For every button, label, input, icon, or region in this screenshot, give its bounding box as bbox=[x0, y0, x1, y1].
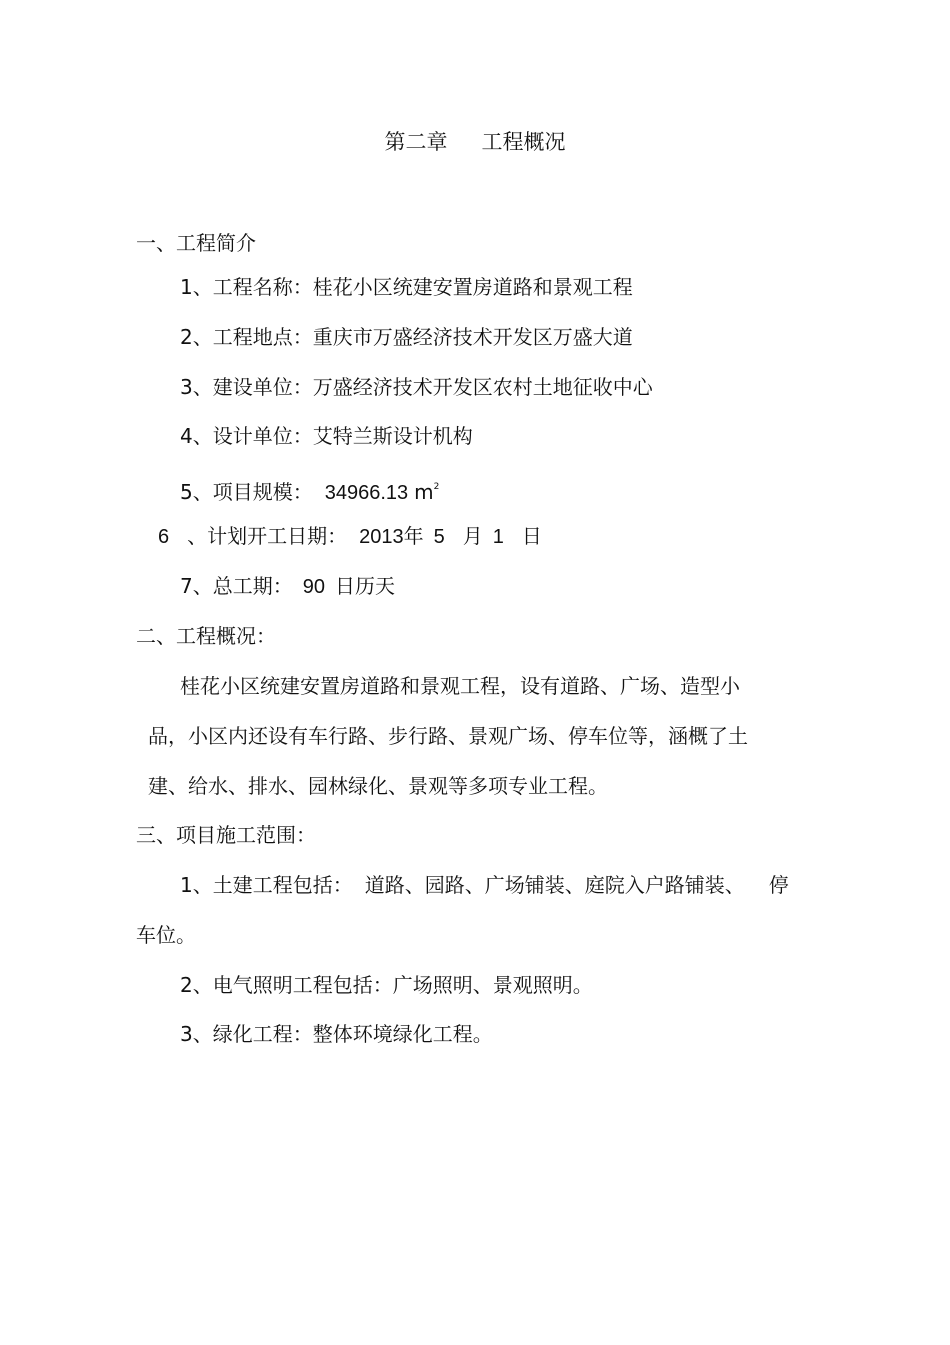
greening-works-value: 整体环境绿化工程。 bbox=[312, 1022, 493, 1046]
duration-line bbox=[180, 572, 395, 601]
scale-label: 5、项目规模： bbox=[180, 480, 313, 504]
duration-value: 90 bbox=[302, 576, 325, 598]
scale-unit: m bbox=[414, 480, 434, 504]
start-day-unit: 日 bbox=[521, 524, 542, 548]
electric-works-line bbox=[180, 971, 593, 999]
civil-works-continuation: 车位。 bbox=[136, 923, 196, 947]
project-name-value: 桂花小区统建安置房道路和景观工程 bbox=[312, 275, 633, 299]
overview-paragraph-line-2: 品，小区内还设有车行路、步行路、景观广场、停车位等，涵概了土 bbox=[148, 724, 748, 748]
chapter-label: 第二章 bbox=[384, 130, 448, 154]
civil-works-value: 道路、园路、广场铺装、庭院入户路铺装、 bbox=[364, 873, 745, 897]
project-location-label: 2、工程地点： bbox=[180, 325, 313, 349]
start-date-line bbox=[158, 522, 542, 551]
section2-heading: 二、工程概况： bbox=[136, 624, 276, 648]
scale-value: 34966.13 bbox=[324, 482, 409, 504]
duration-unit: 日历天 bbox=[334, 574, 395, 598]
chapter-title-text: 工程概况 bbox=[481, 130, 566, 154]
civil-works-line bbox=[180, 871, 789, 899]
chapter-title bbox=[0, 127, 950, 157]
greening-works-label: 3、绿化工程： bbox=[180, 1022, 313, 1046]
project-location-line bbox=[180, 323, 633, 351]
start-date-number: 6 bbox=[158, 526, 170, 548]
electric-works-value: 广场照明、景观照明。 bbox=[392, 973, 593, 997]
designer-label: 4、设计单位： bbox=[180, 424, 313, 448]
section3-heading: 三、项目施工范围： bbox=[136, 823, 316, 847]
electric-works-label: 2、电气照明工程包括： bbox=[180, 973, 393, 997]
project-name-line bbox=[180, 273, 633, 301]
greening-works-line bbox=[180, 1020, 493, 1048]
builder-label: 3、建设单位： bbox=[180, 375, 313, 399]
start-year-unit: 年 bbox=[403, 524, 424, 548]
civil-works-tail: 停 bbox=[768, 873, 789, 897]
start-date-label: 、计划开工日期： bbox=[187, 524, 348, 548]
duration-label: 7、总工期： bbox=[180, 574, 293, 598]
builder-value: 万盛经济技术开发区农村土地征收中心 bbox=[312, 375, 653, 399]
civil-works-label: 1、土建工程包括： bbox=[180, 873, 353, 897]
project-location-value: 重庆市万盛经济技术开发区万盛大道 bbox=[312, 325, 633, 349]
start-month: 5 bbox=[433, 526, 445, 548]
designer-value: 艾特兰斯设计机构 bbox=[312, 424, 473, 448]
start-day: 1 bbox=[492, 526, 504, 548]
project-name-label: 1、工程名称： bbox=[180, 275, 313, 299]
overview-paragraph-line-3: 建、给水、排水、园林绿化、景观等多项专业工程。 bbox=[148, 774, 608, 798]
overview-paragraph-line-1: 桂花小区统建安置房道路和景观工程，设有道路、广场、造型小 bbox=[180, 674, 740, 698]
builder-line bbox=[180, 373, 653, 401]
section1-heading: 一、工程简介 bbox=[136, 231, 256, 255]
start-year: 2013 bbox=[359, 526, 404, 548]
scale-line bbox=[180, 473, 439, 507]
designer-line bbox=[180, 422, 473, 450]
scale-unit-exponent: 2 bbox=[433, 482, 440, 492]
start-month-unit: 月 bbox=[462, 524, 483, 548]
